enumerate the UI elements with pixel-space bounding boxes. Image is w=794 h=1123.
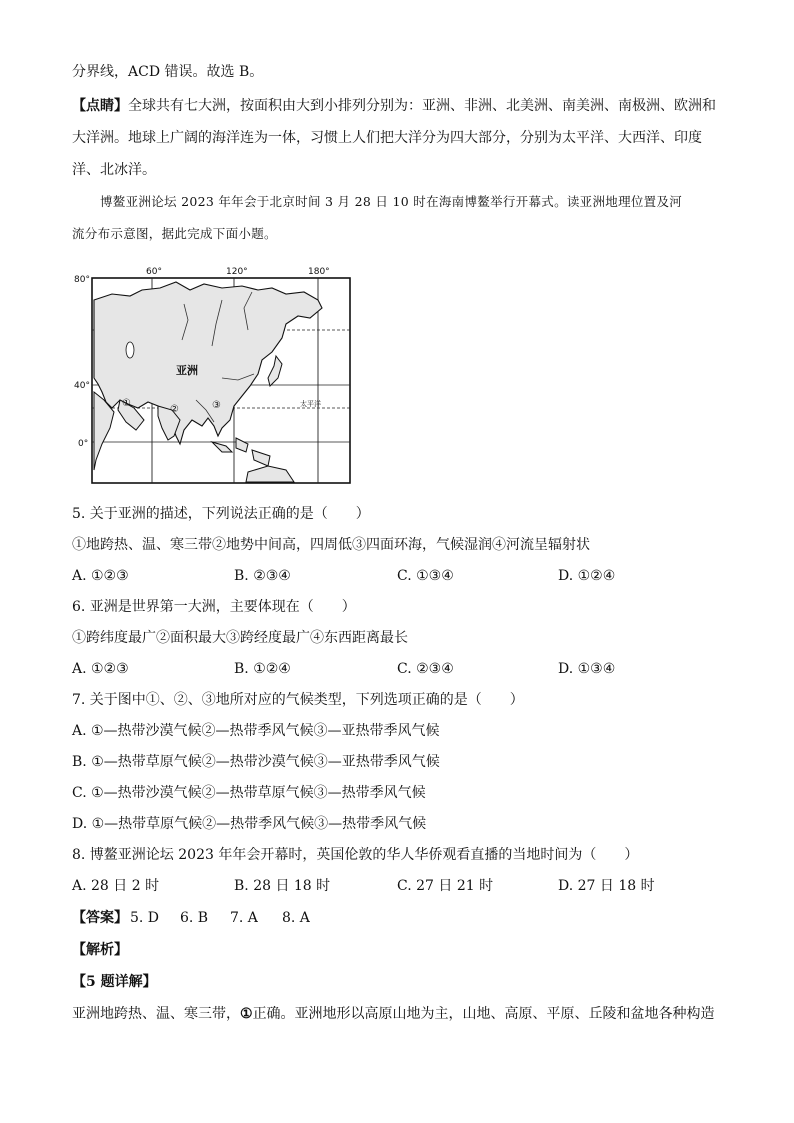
lat-label-0: 0° [78,439,89,449]
lon-label-180: 180° [308,267,330,277]
q8-option-b[interactable]: B. 28 日 18 时 [234,878,331,894]
answer-item-6: 6. B [180,910,209,926]
q6-option-b[interactable]: B. ①②④ [234,661,291,677]
question-5-sub: ①地跨热、温、寒三带②地势中间高，四周低③四面环海，气候湿润④河流呈辐射状 [72,537,590,553]
ocean-label: 太平洋 [300,400,321,408]
detail-tag: 【5 题详解】 [72,974,157,990]
map-marker-3: ③ [212,400,221,411]
japan-islands [268,356,282,386]
q7-choice-c[interactable]: C. ①—热带沙漠气候②—热带草原气候③—热带季风气候 [72,785,426,801]
comment-line-1 [72,96,722,116]
answer-item-5: 5. D [130,910,160,926]
q8-option-a[interactable]: A. 28 日 2 时 [72,878,160,894]
q6-option-d[interactable]: D. ①③④ [558,661,616,677]
q6-option-a[interactable]: A. ①②③ [72,661,129,677]
answer-line [72,908,722,928]
question-6-options [72,659,722,679]
comment-tag: 【点睛】 [72,98,128,114]
question-5-stem: 5. 关于亚洲的描述，下列说法正确的是（ ） [72,506,370,522]
asia-map-figure [72,260,362,490]
question-8-stem: 8. 博鳌亚洲论坛 2023 年年会开幕时，英国伦敦的华人华侨观看直播的当地时间为（ ） [72,847,639,863]
detail-text [72,1004,722,1024]
comment-line-3: 洋、北冰洋。 [72,162,156,178]
intro-line-2: 流分布示意图，据此完成下面小题。 [72,226,277,241]
top-line: 分界线，ACD 错误。故选 B。 [72,64,264,80]
detail-text-post: 正确。亚洲地形以高原山地为主，山地、高原、平原、丘陵和盆地各种构造 [252,1006,715,1022]
answer-tag: 【答案】 [72,910,128,926]
q8-option-c[interactable]: C. 27 日 21 时 [397,878,494,894]
question-6-sub: ①跨纬度最广②面积最大③跨经度最广④东西距离最长 [72,630,408,646]
lat-label-80: 80° [74,275,90,285]
australia-fragment [246,466,294,482]
q5-option-a[interactable]: A. ①②③ [72,568,129,584]
lon-label-120: 120° [226,267,248,277]
region-label-asia: 亚洲 [176,364,198,377]
question-6-stem: 6. 亚洲是世界第一大洲，主要体现在（ ） [72,599,356,615]
question-8-options [72,876,722,896]
caspian-sea [126,342,134,358]
map-marker-1: ① [122,398,131,409]
comment-line-2: 大洋洲。地球上广阔的海洋连为一体，习惯上人们把大洋分为四大部分，分别为太平洋、大西洋、印度 [72,130,702,146]
q5-option-b[interactable]: B. ②③④ [234,568,291,584]
intro-line-1: 博鳌亚洲论坛 2023 年年会于北京时间 3 月 28 日 10 时在海南博鳌举行开幕式。读亚洲地理位置及河 [100,194,683,209]
question-7-stem: 7. 关于图中①、②、③地所对应的气候类型，下列选项正确的是（ ） [72,692,524,708]
q5-option-d[interactable]: D. ①②④ [558,568,616,584]
q7-choice-d[interactable]: D. ①—热带草原气候②—热带季风气候③—热带季风气候 [72,816,427,832]
detail-text-pre: 亚洲地跨热、温、寒三带， [72,1006,240,1022]
q7-choice-a[interactable]: A. ①—热带沙漠气候②—热带季风气候③—亚热带季风气候 [72,723,440,739]
q7-choice-b[interactable]: B. ①—热带草原气候②—热带沙漠气候③—亚热带季风气候 [72,754,440,770]
analysis-tag: 【解析】 [72,942,128,958]
map-marker-2: ② [170,404,179,415]
lat-label-40: 40° [74,381,90,391]
answer-item-8: 8. A [282,910,310,926]
q5-option-c[interactable]: C. ①③④ [397,568,454,584]
q6-option-c[interactable]: C. ②③④ [397,661,454,677]
q8-option-d[interactable]: D. 27 日 18 时 [558,878,655,894]
lon-label-60: 60° [146,267,162,277]
question-5-options [72,566,722,586]
comment-text-1: 全球共有七大洲，按面积由大到小排列分别为：亚洲、非洲、北美洲、南美洲、南极洲、欧洲和 [128,98,716,114]
asia-map-svg [72,260,362,490]
detail-circled: ① [240,1006,253,1022]
answer-item-7: 7. A [230,910,258,926]
